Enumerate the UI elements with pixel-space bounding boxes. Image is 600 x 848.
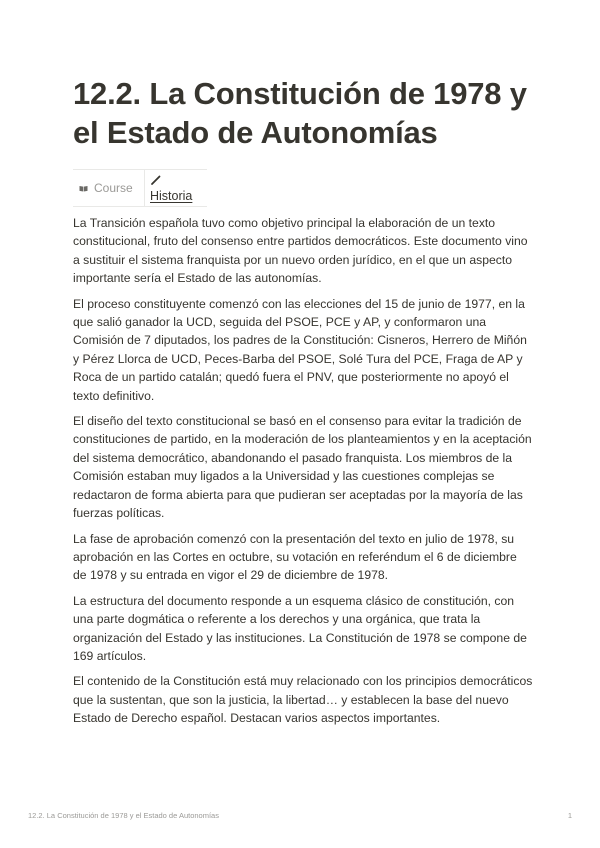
paragraph: El diseño del texto constitucional se basó en el consenso para evitar la tradición de constituciones de partido, en la moderación de los planteamientos y en la aceptación del sistema democrático, abandonando el pasado franquista. Los miembros de la Comisión estaban muy ligados a la Universidad y las cuestiones complejas se redactaron de forma abierta para que pudieran ser aceptadas por la mayoría de las fuerzas políticas.: [73, 414, 532, 521]
course-link-historia[interactable]: Historia: [150, 189, 193, 203]
paragraph: La Transición española tuvo como objetivo principal la elaboración de un texto constitucional, fruto del consenso entre partidos democráticos. Este documento vino a sustituir el sistema franquista por un nuevo orden jurídico, en el que un aspecto importante sería el Estado de las autonomías.: [73, 216, 528, 286]
property-key-label: Course: [94, 181, 133, 195]
property-value-course: [145, 170, 207, 206]
page-content: [73, 214, 533, 735]
pencil-icon: [150, 173, 162, 185]
footer-title: 12.2. La Constitución de 1978 y el Estado de Autonomías: [28, 811, 219, 820]
properties-table: [73, 169, 207, 207]
book-icon: [79, 185, 88, 191]
property-key-course: [73, 170, 145, 206]
page-title: 12.2. La Constitución de 1978 y el Estado de Autonomías: [73, 76, 527, 150]
footer-page-number: 1: [567, 811, 572, 820]
paragraph: El contenido de la Constitución está muy relacionado con los principios democráticos que la sustentan, que son la justicia, la libertad… y establecen la base del nuevo Estado de Derecho español. Destacan varios aspectos importantes.: [73, 674, 533, 726]
paragraph: El proceso constituyente comenzó con las elecciones del 15 de junio de 1977, en la que salió ganador la UCD, seguida del PSOE, PCE y AP, y conformaron una Comisión de 7 diputados, los padres de la Constitución: Cisneros, Herrero de Miñón y Pérez Llorca de UCD, Peces-Barba del PSOE, Solé Tura del PCE, Fraga de AP y Roca de un partido catalán; quedó fuera el PNV, que posteriormente no apoyó el texto definitivo.: [73, 296, 527, 403]
paragraph: La estructura del documento responde a un esquema clásico de constitución, con una parte dogmática o referente a los derechos y una orgánica, que trata la organización del Estado y las instituciones. La Constitución de 1978 se compone de 169 artículos.: [73, 593, 527, 663]
paragraph: La fase de aprobación comenzó con la presentación del texto en julio de 1978, su aprobación en las Cortes en octubre, su votación en referéndum el 6 de diciembre de 1978 y su entrada en vigor el 29 de diciembre de 1978.: [73, 531, 517, 583]
